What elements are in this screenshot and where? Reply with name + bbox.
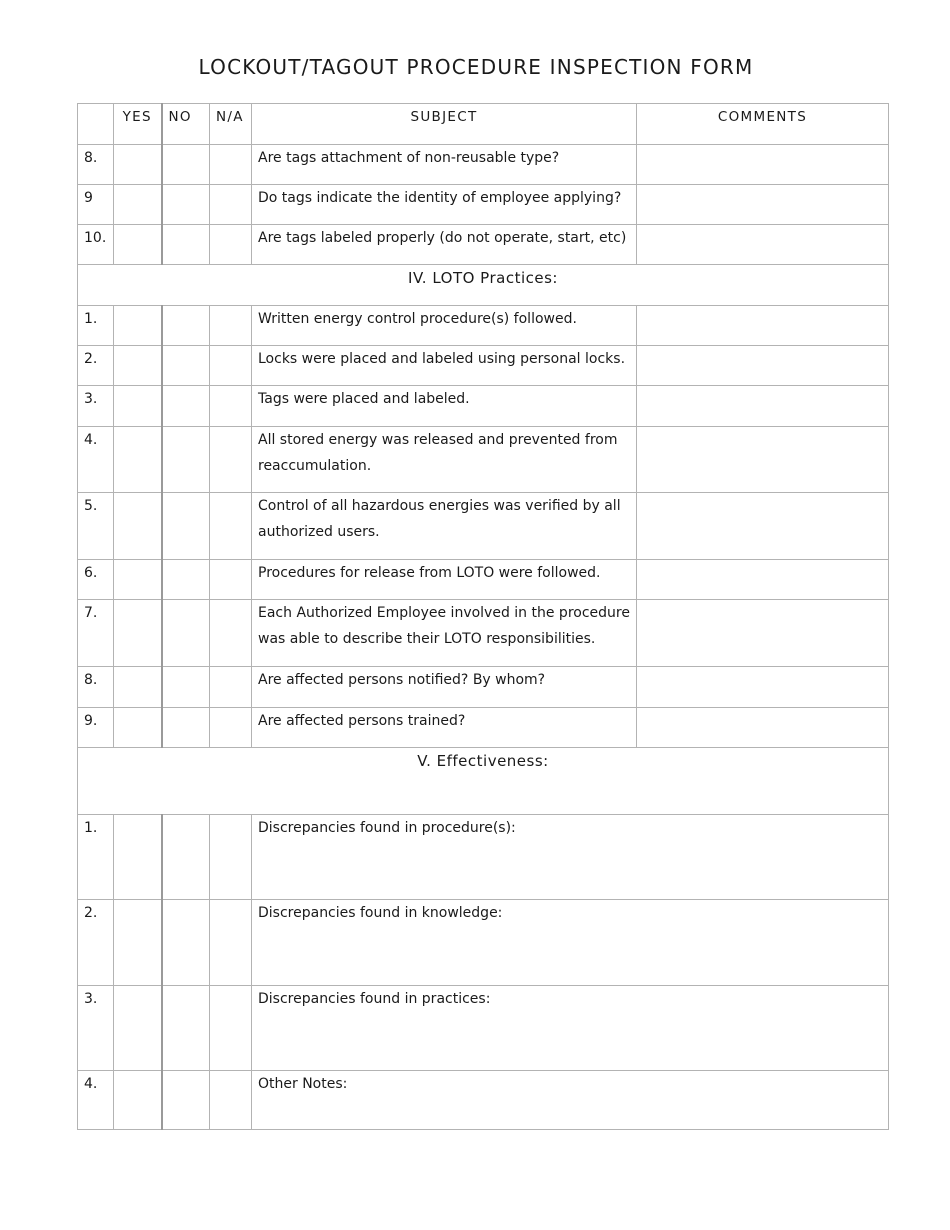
comments-cell[interactable] <box>637 667 889 708</box>
yes-cell[interactable] <box>114 1071 162 1130</box>
na-cell[interactable] <box>210 1071 252 1130</box>
header-subject: SUBJECT <box>252 104 637 145</box>
na-cell[interactable] <box>210 493 252 560</box>
yes-cell[interactable] <box>114 185 162 225</box>
comments-cell[interactable] <box>637 306 889 346</box>
header-row <box>78 104 889 145</box>
subject-text: Are tags labeled properly (do not operate, start, etc) <box>252 225 637 265</box>
subject-text: Are affected persons trained? <box>252 708 637 748</box>
section-row <box>78 748 889 815</box>
item-number: 3. <box>78 986 114 1071</box>
header-yes: YES <box>114 104 162 145</box>
table-row <box>78 560 889 600</box>
table-row <box>78 427 889 493</box>
comments-cell[interactable] <box>637 600 889 667</box>
item-number: 4. <box>78 1071 114 1130</box>
table-row <box>78 708 889 748</box>
na-cell[interactable] <box>210 386 252 427</box>
header-comments: COMMENTS <box>637 104 889 145</box>
yes-cell[interactable] <box>114 900 162 986</box>
item-number: 10. <box>78 225 114 265</box>
subject-text: Are affected persons notified? By whom? <box>252 667 637 708</box>
table-row <box>78 667 889 708</box>
no-cell[interactable] <box>162 346 210 386</box>
item-number: 1. <box>78 306 114 346</box>
no-cell[interactable] <box>162 225 210 265</box>
na-cell[interactable] <box>210 346 252 386</box>
table-row <box>78 346 889 386</box>
na-cell[interactable] <box>210 667 252 708</box>
subject-text: Procedures for release from LOTO were followed. <box>252 560 637 600</box>
comments-cell[interactable] <box>637 225 889 265</box>
section-row <box>78 265 889 306</box>
no-cell[interactable] <box>162 708 210 748</box>
subject-text: Do tags indicate the identity of employee applying? <box>252 185 637 225</box>
yes-cell[interactable] <box>114 306 162 346</box>
header-num <box>78 104 114 145</box>
table-row <box>78 600 889 667</box>
subject-text: Tags were placed and labeled. <box>252 386 637 427</box>
subject-text[interactable]: Discrepancies found in knowledge: <box>252 900 889 986</box>
item-number: 1. <box>78 815 114 900</box>
na-cell[interactable] <box>210 225 252 265</box>
no-cell[interactable] <box>162 306 210 346</box>
yes-cell[interactable] <box>114 225 162 265</box>
comments-cell[interactable] <box>637 185 889 225</box>
item-number: 4. <box>78 427 114 493</box>
subject-text: Locks were placed and labeled using personal locks. <box>252 346 637 386</box>
comments-cell[interactable] <box>637 145 889 185</box>
subject-text[interactable]: Other Notes: <box>252 1071 889 1130</box>
subject-text: Each Authorized Employee involved in the procedure was able to describe their LOTO responsibilities. <box>252 600 637 667</box>
subject-text: Control of all hazardous energies was verified by all authorized users. <box>252 493 637 560</box>
table-row <box>78 225 889 265</box>
item-number: 9 <box>78 185 114 225</box>
comments-cell[interactable] <box>637 708 889 748</box>
no-cell[interactable] <box>162 560 210 600</box>
no-cell[interactable] <box>162 427 210 493</box>
yes-cell[interactable] <box>114 427 162 493</box>
comments-cell[interactable] <box>637 493 889 560</box>
comments-cell[interactable] <box>637 560 889 600</box>
table-row <box>78 1071 889 1130</box>
inspection-table <box>77 103 889 1130</box>
na-cell[interactable] <box>210 145 252 185</box>
subject-text[interactable]: Discrepancies found in practices: <box>252 986 889 1071</box>
yes-cell[interactable] <box>114 493 162 560</box>
no-cell[interactable] <box>162 386 210 427</box>
no-cell[interactable] <box>162 667 210 708</box>
table-row <box>78 493 889 560</box>
item-number: 6. <box>78 560 114 600</box>
yes-cell[interactable] <box>114 600 162 667</box>
na-cell[interactable] <box>210 900 252 986</box>
yes-cell[interactable] <box>114 667 162 708</box>
yes-cell[interactable] <box>114 560 162 600</box>
subject-text: Are tags attachment of non-reusable type? <box>252 145 637 185</box>
comments-cell[interactable] <box>637 427 889 493</box>
subject-text[interactable]: Discrepancies found in procedure(s): <box>252 815 889 900</box>
item-number: 2. <box>78 900 114 986</box>
yes-cell[interactable] <box>114 986 162 1071</box>
yes-cell[interactable] <box>114 815 162 900</box>
item-number: 7. <box>78 600 114 667</box>
table-row <box>78 900 889 986</box>
item-number: 8. <box>78 145 114 185</box>
na-cell[interactable] <box>210 427 252 493</box>
comments-cell[interactable] <box>637 346 889 386</box>
item-number: 9. <box>78 708 114 748</box>
no-cell[interactable] <box>162 600 210 667</box>
item-number: 3. <box>78 386 114 427</box>
yes-cell[interactable] <box>114 386 162 427</box>
na-cell[interactable] <box>210 815 252 900</box>
no-cell[interactable] <box>162 815 210 900</box>
table-row <box>78 986 889 1071</box>
na-cell[interactable] <box>210 185 252 225</box>
no-cell[interactable] <box>162 493 210 560</box>
no-cell[interactable] <box>162 986 210 1071</box>
na-cell[interactable] <box>210 306 252 346</box>
na-cell[interactable] <box>210 708 252 748</box>
subject-text: Written energy control procedure(s) followed. <box>252 306 637 346</box>
no-cell[interactable] <box>162 1071 210 1130</box>
no-cell[interactable] <box>162 900 210 986</box>
subject-text: All stored energy was released and prevented from reaccumulation. <box>252 427 637 493</box>
no-cell[interactable] <box>162 185 210 225</box>
table-row <box>78 145 889 185</box>
header-no: NO <box>162 104 210 145</box>
table-row <box>78 185 889 225</box>
na-cell[interactable] <box>210 600 252 667</box>
table-row <box>78 815 889 900</box>
form-title: LOCKOUT/TAGOUT PROCEDURE INSPECTION FORM <box>198 55 754 79</box>
table-row <box>78 306 889 346</box>
yes-cell[interactable] <box>114 346 162 386</box>
section-heading-iv: IV. LOTO Practices: <box>78 265 889 306</box>
comments-cell[interactable] <box>637 386 889 427</box>
yes-cell[interactable] <box>114 708 162 748</box>
na-cell[interactable] <box>210 560 252 600</box>
item-number: 8. <box>78 667 114 708</box>
yes-cell[interactable] <box>114 145 162 185</box>
na-cell[interactable] <box>210 986 252 1071</box>
header-na: N/A <box>210 104 252 145</box>
section-heading-v: V. Effectiveness: <box>78 748 889 815</box>
item-number: 2. <box>78 346 114 386</box>
no-cell[interactable] <box>162 145 210 185</box>
item-number: 5. <box>78 493 114 560</box>
table-row <box>78 386 889 427</box>
